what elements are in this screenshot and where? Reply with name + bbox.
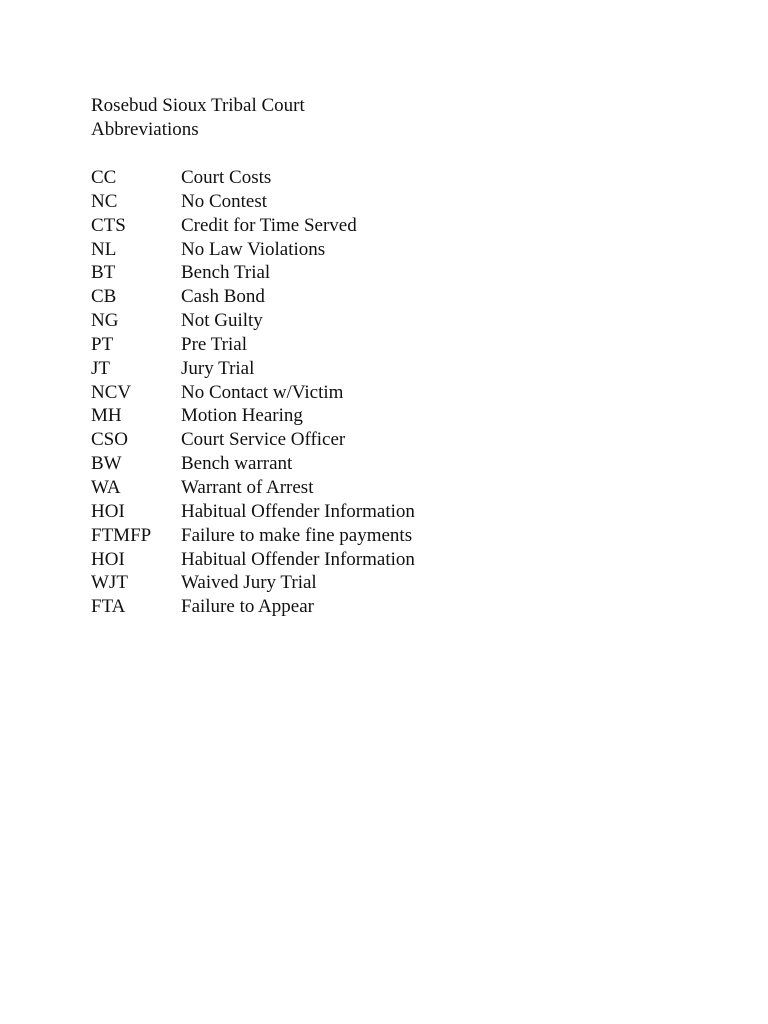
abbreviation-code: MH [91, 405, 122, 427]
abbreviation-row [91, 404, 691, 428]
abbreviation-code: JT [91, 357, 110, 379]
spacer [91, 142, 691, 166]
abbreviation-meaning: Bench warrant [181, 453, 293, 475]
abbreviation-meaning: Court Costs [181, 167, 272, 188]
abbreviation-meaning: Jury Trial [181, 357, 255, 379]
abbreviation-row [91, 261, 691, 285]
abbreviation-row [91, 190, 691, 214]
abbreviation-code: FTA [91, 596, 126, 618]
abbreviation-row [91, 166, 691, 190]
abbreviation-list [91, 166, 691, 619]
abbreviation-code: NL [91, 238, 117, 260]
abbreviation-meaning: Waived Jury Trial [181, 572, 317, 594]
abbreviation-row [91, 500, 691, 524]
abbreviation-code: NC [91, 190, 118, 212]
document-subtitle: Abbreviations [91, 119, 199, 140]
abbreviation-row [91, 595, 691, 619]
abbreviation-code: PT [91, 333, 114, 355]
abbreviation-code: WA [91, 476, 121, 498]
abbreviation-row [91, 452, 691, 476]
abbreviation-code: CSO [91, 429, 128, 451]
abbreviation-row [91, 333, 691, 357]
abbreviation-row [91, 357, 691, 381]
abbreviation-row [91, 571, 691, 595]
abbreviation-meaning: No Contact w/Victim [181, 381, 344, 403]
abbreviation-row [91, 309, 691, 333]
abbreviation-code: CC [91, 167, 117, 188]
abbreviation-row [91, 238, 691, 262]
abbreviation-row [91, 524, 691, 548]
abbreviation-row [91, 285, 691, 309]
abbreviation-code: HOI [91, 500, 125, 522]
abbreviation-row [91, 381, 691, 405]
abbreviation-code: BW [91, 453, 122, 475]
abbreviation-meaning: Court Service Officer [181, 429, 346, 451]
abbreviation-code: BT [91, 262, 116, 284]
abbreviation-code: NG [91, 310, 119, 332]
abbreviation-row [91, 214, 691, 238]
abbreviation-meaning: Motion Hearing [181, 405, 303, 427]
abbreviation-row [91, 548, 691, 572]
abbreviation-meaning: Habitual Offender Information [181, 548, 415, 570]
abbreviation-code: HOI [91, 548, 125, 570]
abbreviation-row [91, 428, 691, 452]
abbreviation-meaning: Cash Bond [181, 286, 265, 308]
abbreviation-meaning: No Law Violations [181, 238, 326, 260]
abbreviation-meaning: Failure to make fine payments [181, 524, 413, 546]
abbreviation-meaning: Bench Trial [181, 262, 271, 284]
abbreviation-meaning: Credit for Time Served [181, 214, 357, 236]
document-page [91, 94, 691, 619]
abbreviation-meaning: Habitual Offender Information [181, 500, 415, 522]
abbreviation-code: WJT [91, 572, 128, 594]
abbreviation-row [91, 476, 691, 500]
abbreviation-meaning: No Contest [181, 190, 268, 212]
abbreviation-code: CTS [91, 214, 126, 236]
abbreviation-meaning: Not Guilty [181, 310, 263, 332]
abbreviation-meaning: Pre Trial [181, 333, 247, 355]
document-title: Rosebud Sioux Tribal Court [91, 95, 305, 116]
abbreviation-meaning: Failure to Appear [181, 596, 314, 618]
abbreviation-meaning: Warrant of Arrest [181, 476, 314, 498]
abbreviation-code: FTMFP [91, 524, 152, 546]
abbreviation-code: CB [91, 286, 117, 308]
abbreviation-code: NCV [91, 381, 132, 403]
